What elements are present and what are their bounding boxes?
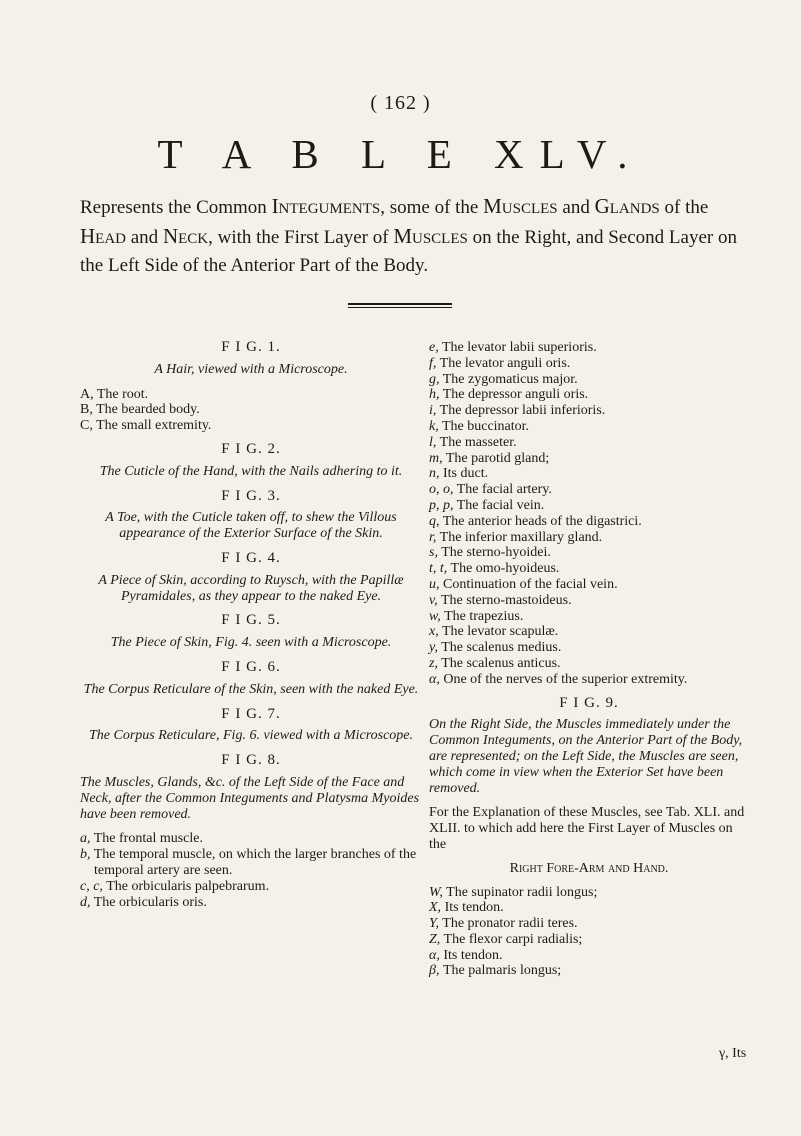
list-item: t, t, The omo-hyoideus. — [429, 561, 560, 577]
fig-heading: F I G. 3. — [221, 487, 281, 504]
list-item: w, The trapezius. — [429, 608, 524, 624]
left-column — [80, 340, 422, 910]
fig-caption: A Piece of Skin, according to Ruysch, with the Papillæ Pyramidales, as they appear to the naked Eye. — [98, 572, 404, 604]
forearm-list — [429, 885, 749, 980]
list-item: α, Its tendon. — [429, 947, 503, 963]
fig-heading: F I G. 5. — [221, 612, 281, 629]
list-item: h, The depressor anguli oris. — [429, 387, 589, 403]
subheading: Right Fore-Arm and Hand. — [509, 860, 669, 876]
list-item: i, The depressor labii inferioris. — [429, 403, 606, 419]
list-item: a, The frontal muscle. — [80, 831, 203, 847]
list-item: Z, The flexor carpi radialis; — [429, 931, 583, 947]
list-item: α, One of the nerves of the superior extremity. — [429, 671, 688, 687]
page-title: T A B L E XLV. — [157, 131, 644, 177]
list-item: e, The levator labii superioris. — [429, 340, 597, 355]
fig-heading: F I G. 6. — [221, 658, 281, 675]
list-item: s, The sterno-hyoidei. — [429, 545, 551, 561]
fig-heading: F I G. 7. — [221, 705, 281, 722]
catchword: γ, Its — [719, 1046, 747, 1061]
page-number: ( 162 ) — [370, 92, 431, 114]
list-item: C, The small extremity. — [80, 418, 212, 434]
list-item: A, The root. — [80, 386, 149, 402]
fig-caption: A Toe, with the Cuticle taken off, to shew the Villous appearance of the Exterior Surface of the Skin. — [105, 510, 397, 542]
fig-caption: On the Right Side, the Muscles immediately under the Common Integuments, on the Anterior Part of the Body, are represented; on the Left Side, the Muscles are seen, which come in view when the Exterior Set have been removed. — [429, 717, 743, 796]
intro-paragraph: Represents the Common Integuments, some of the Muscles and Glands of the Head and Neck, with the First Layer of Muscles on the Right, and Second Layer on the Left Side of the Anterior Part of the Body. — [80, 194, 737, 276]
fig-caption: The Cuticle of the Hand, with the Nails adhering to it. — [99, 463, 403, 479]
fig-caption: The Muscles, Glands, &c. of the Left Side of the Face and Neck, after the Common Integuments and Platysma Myoides have been removed. — [80, 774, 420, 822]
list-item: k, The buccinator. — [429, 418, 530, 434]
list-item: B, The bearded body. — [80, 402, 200, 418]
fig-heading: F I G. 8. — [221, 752, 281, 769]
list-item: p, p, The facial vein. — [429, 497, 545, 513]
list-item: X, Its tendon. — [429, 900, 504, 916]
list-item: f, The levator anguli oris. — [429, 355, 571, 371]
fig-heading: F I G. 1. — [221, 339, 281, 355]
list-item: n, Its duct. — [429, 466, 489, 482]
list-item: β, The palmaris longus; — [429, 963, 562, 979]
explanation-paragraph: For the Explanation of these Muscles, see Tab. XLI. and XLII. to which add here the First Layer of Muscles on the — [429, 805, 745, 852]
fig-heading: F I G. 4. — [221, 549, 281, 566]
list-item: u, Continuation of the facial vein. — [429, 576, 618, 592]
list-item: W, The supinator radii longus; — [429, 884, 598, 900]
fig-caption: The Piece of Skin, Fig. 4. seen with a Microscope. — [110, 635, 392, 651]
list-item: z, The scalenus anticus. — [429, 655, 561, 671]
list-item: o, o, The facial artery. — [429, 482, 552, 498]
fig-caption: A Hair, viewed with a Microscope. — [154, 361, 348, 377]
list-item: m, The parotid gland; — [429, 450, 550, 466]
list-item: l, The masseter. — [429, 434, 517, 450]
section-divider — [348, 303, 452, 308]
fig-heading: F I G. 2. — [221, 440, 281, 457]
list-item: q, The anterior heads of the digastrici. — [429, 513, 642, 529]
fig-caption: The Corpus Reticulare, Fig. 6. viewed with a Microscope. — [88, 728, 414, 744]
fig-caption: The Corpus Reticulare of the Skin, seen with the naked Eye. — [83, 681, 419, 697]
list-item: g, The zygomaticus major. — [429, 371, 578, 387]
legend-list — [429, 340, 749, 688]
list-item: r, The inferior maxillary gland. — [429, 529, 603, 545]
list-item: b, The temporal muscle, on which the larger branches of the temporal artery are seen. — [80, 847, 417, 878]
list-item: c, c, The orbicularis palpebrarum. — [80, 878, 270, 894]
list-item: v, The sterno-mastoideus. — [429, 592, 572, 608]
list-item: x, The levator scapulæ. — [429, 624, 559, 640]
list-item: d, The orbicularis oris. — [80, 894, 207, 910]
list-item: Y, The pronator radii teres. — [429, 916, 578, 932]
right-column — [429, 340, 749, 979]
list-item: y, The scalenus medius. — [429, 640, 562, 656]
fig-heading: F I G. 9. — [559, 694, 619, 711]
